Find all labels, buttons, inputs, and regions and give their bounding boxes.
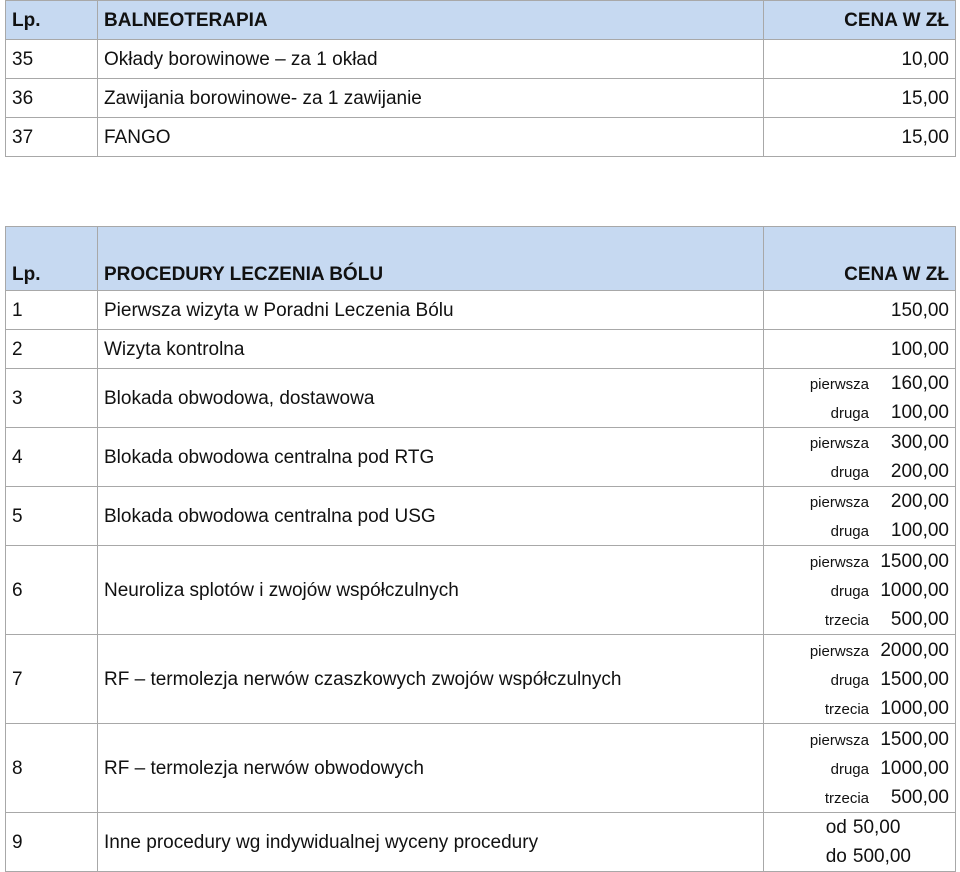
tier-label: pierwsza xyxy=(809,553,869,571)
table-row xyxy=(6,724,956,813)
tier-label: pierwsza xyxy=(809,494,869,511)
table-row xyxy=(6,291,956,330)
tier-label: trzecia xyxy=(824,700,869,718)
row-lp: 8 xyxy=(6,724,98,813)
row-price-tiers xyxy=(764,724,956,813)
range-label: od xyxy=(825,817,847,838)
row-lp: 6 xyxy=(6,546,98,635)
header-lp: Lp. xyxy=(6,1,98,40)
row-price: 10,00 xyxy=(764,40,956,79)
row-price-tiers xyxy=(764,546,956,635)
row-name: Wizyta kontrolna xyxy=(98,330,764,369)
tier-value: 100,00 xyxy=(890,520,949,541)
table-row xyxy=(6,487,956,546)
table-row xyxy=(6,330,956,369)
tier-label: trzecia xyxy=(824,611,869,629)
row-name: Blokada obwodowa centralna pod RTG xyxy=(98,428,764,487)
row-price-tiers xyxy=(764,487,956,546)
header-price: CENA W ZŁ xyxy=(764,1,956,40)
tier-value: 1500,00 xyxy=(880,728,949,750)
tier-label: druga xyxy=(830,760,869,778)
tier-value: 1500,00 xyxy=(880,550,949,572)
balneoterapia-table xyxy=(5,0,956,157)
tier-value: 2000,00 xyxy=(880,639,949,661)
row-name: Inne procedury wg indywidualnej wyceny procedury xyxy=(98,813,764,872)
row-name: Blokada obwodowa, dostawowa xyxy=(98,369,764,428)
row-price-tiers xyxy=(764,635,956,724)
row-price: 15,00 xyxy=(764,118,956,157)
tier-label: pierwsza xyxy=(809,376,869,393)
row-name: Zawijania borowinowe- za 1 zawijanie xyxy=(98,79,764,118)
row-lp: 9 xyxy=(6,813,98,872)
row-lp: 7 xyxy=(6,635,98,724)
table-row xyxy=(6,40,956,79)
tier-value: 200,00 xyxy=(890,491,949,512)
row-lp: 37 xyxy=(6,118,98,157)
tier-label: druga xyxy=(830,523,869,540)
row-price-tiers xyxy=(764,428,956,487)
row-name: Pierwsza wizyta w Poradni Leczenia Bólu xyxy=(98,291,764,330)
header-price: CENA W ZŁ xyxy=(764,227,956,291)
tier-value: 500,00 xyxy=(890,786,949,808)
row-name: Neuroliza splotów i zwojów współczulnych xyxy=(98,546,764,635)
row-name: FANGO xyxy=(98,118,764,157)
row-name: Okłady borowinowe – za 1 okład xyxy=(98,40,764,79)
row-price-range xyxy=(764,813,956,872)
row-lp: 1 xyxy=(6,291,98,330)
range-value: 50,00 xyxy=(852,817,901,838)
tier-value: 300,00 xyxy=(890,432,949,453)
row-name: RF – termolezja nerwów czaszkowych zwojów współczulnych xyxy=(98,635,764,724)
range-label: do xyxy=(825,846,847,867)
row-price-tiers xyxy=(764,369,956,428)
pain-procedures-table xyxy=(5,226,956,872)
row-name: Blokada obwodowa centralna pod USG xyxy=(98,487,764,546)
table-header xyxy=(6,1,956,40)
header-title: PROCEDURY LECZENIA BÓLU xyxy=(98,227,764,291)
tier-value: 100,00 xyxy=(890,402,949,423)
range-value: 500,00 xyxy=(852,846,911,867)
tier-value: 1000,00 xyxy=(880,697,949,719)
table-header xyxy=(6,227,956,291)
row-lp: 3 xyxy=(6,369,98,428)
row-lp: 2 xyxy=(6,330,98,369)
row-price: 150,00 xyxy=(764,291,956,330)
tier-value: 1000,00 xyxy=(880,579,949,601)
tier-label: druga xyxy=(830,405,869,422)
tier-value: 200,00 xyxy=(890,461,949,482)
table-row xyxy=(6,369,956,428)
tier-value: 1500,00 xyxy=(880,668,949,690)
table-row xyxy=(6,813,956,872)
row-lp: 35 xyxy=(6,40,98,79)
tier-value: 500,00 xyxy=(890,608,949,630)
table-row xyxy=(6,79,956,118)
tier-value: 1000,00 xyxy=(880,757,949,779)
row-lp: 4 xyxy=(6,428,98,487)
header-title: BALNEOTERAPIA xyxy=(98,1,764,40)
tier-value: 160,00 xyxy=(890,373,949,394)
table-row xyxy=(6,118,956,157)
table-row xyxy=(6,635,956,724)
tier-label: pierwsza xyxy=(809,731,869,749)
row-price: 100,00 xyxy=(764,330,956,369)
row-lp: 36 xyxy=(6,79,98,118)
tier-label: pierwsza xyxy=(809,435,869,452)
tier-label: druga xyxy=(830,464,869,481)
row-lp: 5 xyxy=(6,487,98,546)
tier-label: pierwsza xyxy=(809,642,869,660)
tier-label: druga xyxy=(830,582,869,600)
tier-label: druga xyxy=(830,671,869,689)
row-name: RF – termolezja nerwów obwodowych xyxy=(98,724,764,813)
table-row xyxy=(6,428,956,487)
table-row xyxy=(6,546,956,635)
tier-label: trzecia xyxy=(824,789,869,807)
header-lp: Lp. xyxy=(6,227,98,291)
row-price: 15,00 xyxy=(764,79,956,118)
